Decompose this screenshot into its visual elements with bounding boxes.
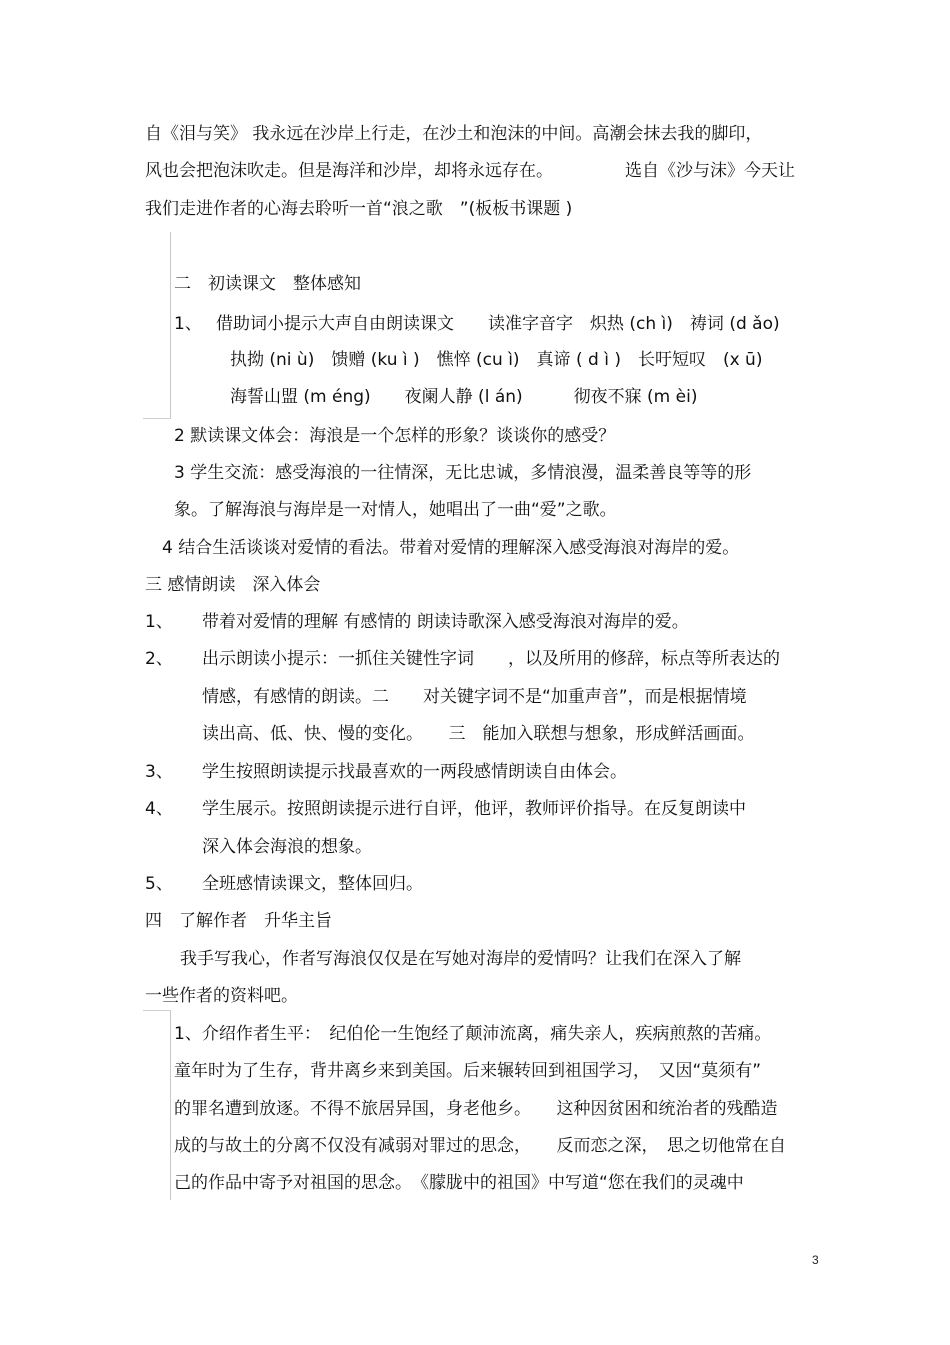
- s3-item-2-number: 2、: [145, 649, 173, 669]
- s3-item-1-text: 带着对爱情的理解 有感情的 朗读诗歌深入感受海浪对海岸的爱。: [202, 612, 689, 632]
- section-2-heading: 二 初读课文 整体感知: [174, 274, 361, 294]
- table-border-left-upper: [170, 232, 171, 418]
- s3-item-5-text: 全班感情读课文，整体回归。: [202, 874, 423, 894]
- intro-line-3: 我们走进作者的心海去聆听一首“浪之歌 ”(板板书课题 ): [145, 199, 573, 219]
- s3-item-5-number: 5、: [145, 874, 173, 894]
- s3-item-3-text: 学生按照朗读提示找最喜欢的一两段感情朗读自由体会。: [202, 762, 627, 782]
- s4-item-1-line-2: 童年时为了生存，背井离乡来到美国。后来辗转回到祖国学习， 又因“莫须有”: [174, 1061, 762, 1081]
- s3-item-2-line-1: 出示朗读小提示：一抓住关键性字词 ，以及所用的修辞，标点等所表达的: [202, 649, 780, 669]
- s4-item-1-line-3: 的罪名遭到放逐。不得不旅居异国，身老他乡。 这种因贫困和统治者的残酷造: [174, 1099, 778, 1119]
- intro-line-2a: 风也会把泡沫吹走。但是海洋和沙岸，却将永远存在。: [145, 161, 553, 181]
- table-border-top-row: [143, 418, 171, 419]
- s3-item-1-number: 1、: [145, 612, 173, 632]
- s2-item-1-line-3: 海誓山盟 (m éng) 夜阑人静 (l án) 彻夜不寐 (m èi): [230, 387, 698, 407]
- s4-paragraph-line-2: 一些作者的资料吧。: [145, 986, 298, 1006]
- s4-item-1-line-4: 成的与故土的分离不仅没有减弱对罪过的思念， 反而恋之深， 思之切他常在自: [174, 1136, 786, 1156]
- s3-item-4-number: 4、: [145, 799, 173, 819]
- s2-item-1-line-2: 执拗 (ni ù) 馈赠 (ku ì ) 憔悴 (cu ì) 真谛 ( d ì ) 长吁短叹 (x ū): [230, 350, 763, 370]
- s3-item-2-line-3: 读出高、低、快、慢的变化。 三 能加入联想与想象，形成鲜活画面。: [202, 724, 755, 744]
- s3-item-4-line-1: 学生展示。按照朗读提示进行自评，他评，教师评价指导。在反复朗读中: [202, 799, 746, 819]
- table-border-left-lower: [170, 1010, 171, 1200]
- intro-line-1: 自《泪与笑》 我永远在沙岸上行走，在沙土和泡沫的中间。高潮会抹去我的脚印，: [145, 124, 763, 144]
- s2-item-4: 4 结合生活谈谈对爱情的看法。带着对爱情的理解深入感受海浪对海岸的爱。: [162, 538, 740, 558]
- s3-item-2-line-2: 情感，有感情的朗读。二 对关键字词不是“加重声音”，而是根据情境: [202, 687, 747, 707]
- intro-line-2b: 选自《沙与沫》今天让: [625, 161, 795, 181]
- section-4-heading: 四 了解作者 升华主旨: [145, 911, 332, 931]
- s2-item-2: 2 默读课文体会：海浪是一个怎样的形象？谈谈你的感受？: [174, 426, 616, 446]
- page-number: 3: [812, 1253, 819, 1267]
- s4-item-1-line-1: 1、介绍作者生平： 纪伯伦一生饱经了颠沛流离，痛失亲人，疾病煎熬的苦痛。: [174, 1024, 772, 1044]
- section-3-heading: 三 感情朗读 深入体会: [145, 575, 321, 595]
- s3-item-4-line-2: 深入体会海浪的想象。: [202, 837, 372, 857]
- s3-item-3-number: 3、: [145, 762, 173, 782]
- s4-paragraph-line-1: 我手写我心，作者写海浪仅仅是在写她对海岸的爱情吗？让我们在深入了解: [180, 949, 741, 969]
- s2-item-3-line-2: 象。了解海浪与海岸是一对情人，她唱出了一曲“爱”之歌。: [174, 500, 617, 520]
- s2-item-3-line-1: 3 学生交流：感受海浪的一往情深，无比忠诚，多情浪漫，温柔善良等等的形: [174, 463, 752, 483]
- s4-item-1-line-5: 己的作品中寄予对祖国的思念。 《朦胧中的祖国》中写道“您在我们的灵魂中: [174, 1173, 744, 1193]
- s2-item-1-number: 1、: [174, 314, 202, 334]
- s2-item-1-text: 借助词小提示大声自由朗读课文 读准字音字 炽热 (ch ì) 祷词 (d ǎo): [216, 314, 780, 334]
- table-border-bottom-row: [143, 1010, 171, 1011]
